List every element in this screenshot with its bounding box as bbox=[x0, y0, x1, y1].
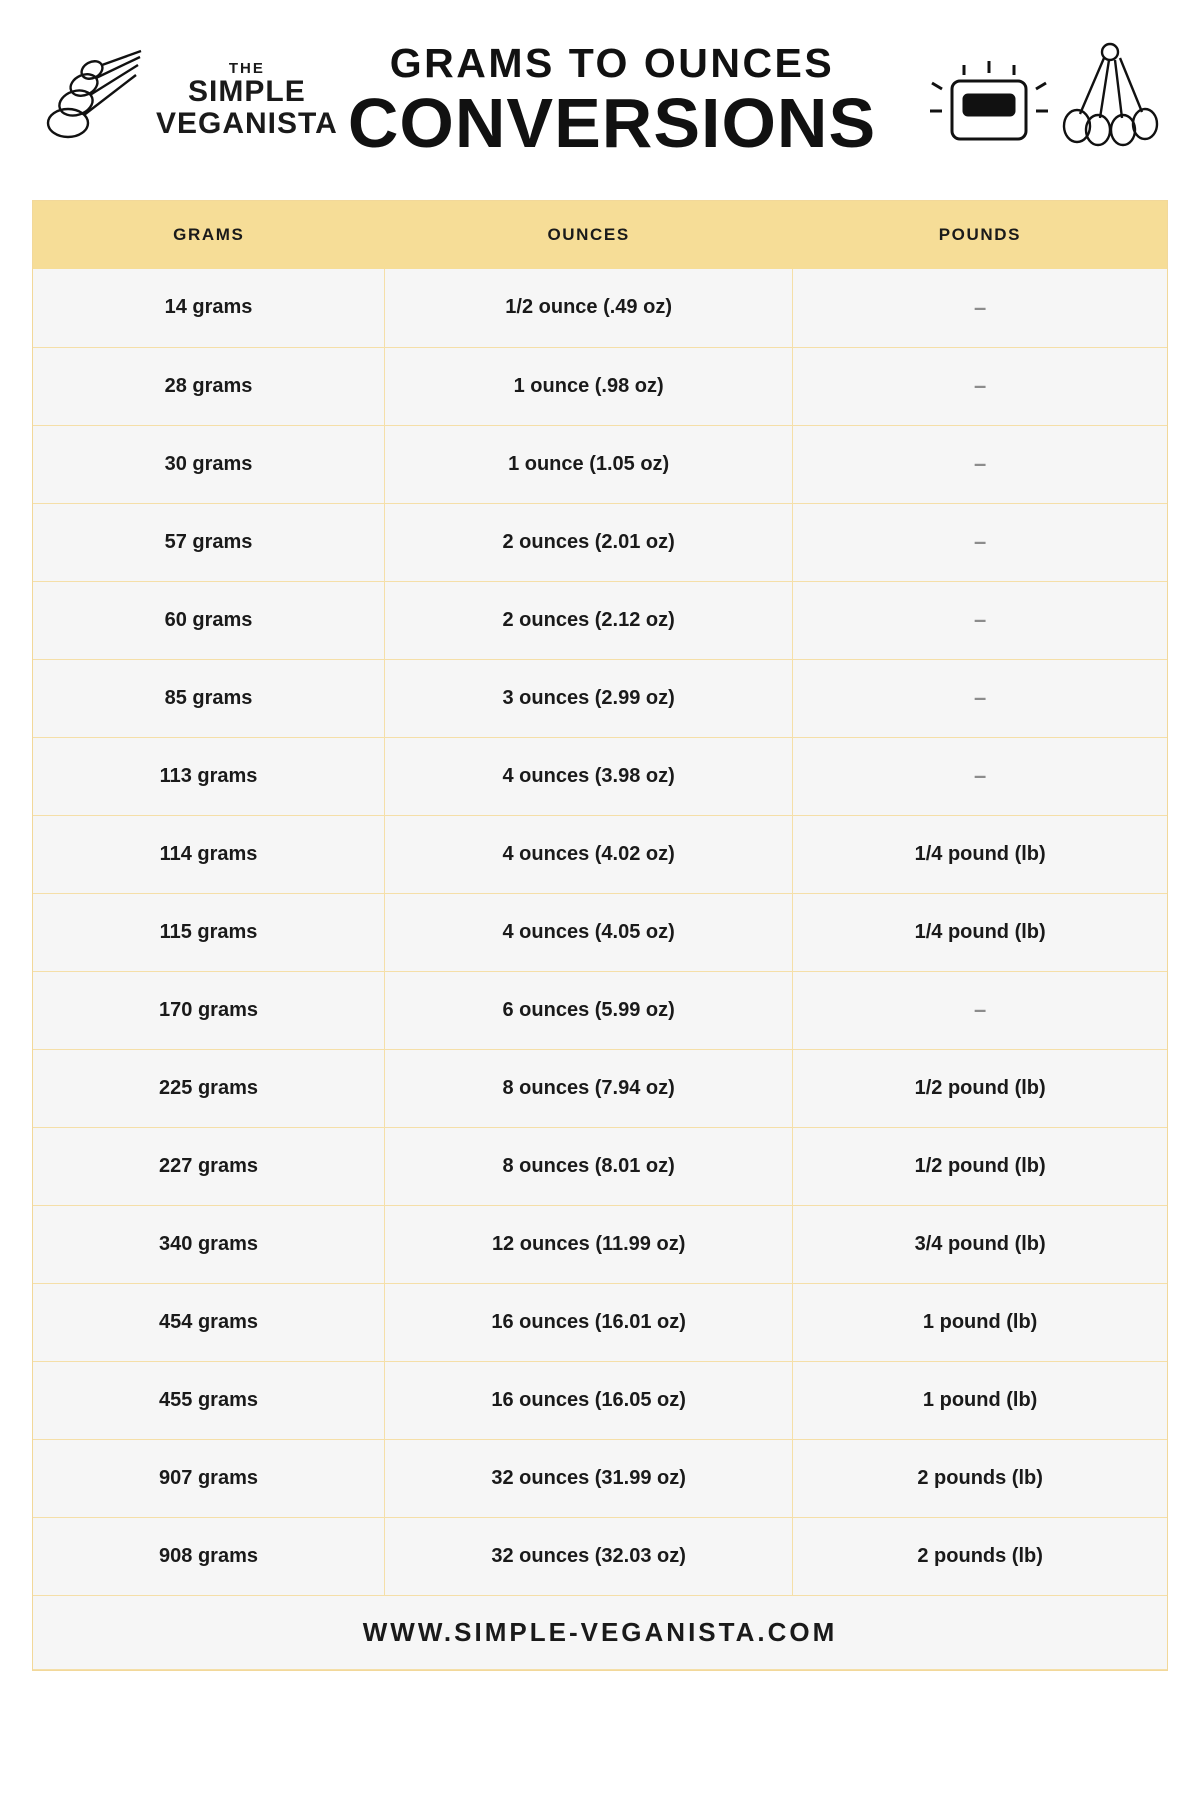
cell-grams: 114 grams bbox=[33, 815, 385, 893]
cell-grams: 170 grams bbox=[33, 971, 385, 1049]
cell-grams: 455 grams bbox=[33, 1361, 385, 1439]
table-row bbox=[33, 737, 1167, 815]
cell-pounds: – bbox=[793, 659, 1167, 737]
brand-veganista: VEGANISTA bbox=[156, 106, 338, 140]
cell-grams: 28 grams bbox=[33, 347, 385, 425]
cell-ounces: 4 ounces (4.05 oz) bbox=[385, 893, 793, 971]
cell-ounces: 4 ounces (4.02 oz) bbox=[385, 815, 793, 893]
header bbox=[0, 0, 1200, 200]
cell-ounces: 4 ounces (3.98 oz) bbox=[385, 737, 793, 815]
cell-grams: 908 grams bbox=[33, 1517, 385, 1595]
cell-ounces: 12 ounces (11.99 oz) bbox=[385, 1205, 793, 1283]
cell-ounces: 6 ounces (5.99 oz) bbox=[385, 971, 793, 1049]
cell-grams: 115 grams bbox=[33, 893, 385, 971]
cell-pounds: – bbox=[793, 581, 1167, 659]
cell-pounds: 1/4 pound (lb) bbox=[793, 815, 1167, 893]
conversion-table-wrapper bbox=[32, 200, 1168, 1671]
table-row bbox=[33, 659, 1167, 737]
table-row bbox=[33, 347, 1167, 425]
conversion-table bbox=[33, 201, 1167, 1670]
cell-pounds: – bbox=[793, 737, 1167, 815]
table-body bbox=[33, 269, 1167, 1669]
column-header-grams: GRAMS bbox=[33, 201, 385, 269]
cell-grams: 113 grams bbox=[33, 737, 385, 815]
cell-grams: 454 grams bbox=[33, 1283, 385, 1361]
cell-ounces: 8 ounces (8.01 oz) bbox=[385, 1127, 793, 1205]
measuring-spoons-icon bbox=[40, 45, 150, 155]
table-row bbox=[33, 1283, 1167, 1361]
brand-simple: SIMPLE bbox=[188, 75, 306, 109]
cell-pounds: 1/4 pound (lb) bbox=[793, 893, 1167, 971]
cell-ounces: 2 ounces (2.01 oz) bbox=[385, 503, 793, 581]
table-row bbox=[33, 269, 1167, 347]
kitchen-scale-icon bbox=[924, 45, 1054, 155]
column-header-ounces: OUNCES bbox=[385, 201, 793, 269]
cell-ounces: 8 ounces (7.94 oz) bbox=[385, 1049, 793, 1127]
column-header-pounds: POUNDS bbox=[793, 201, 1167, 269]
footer-row bbox=[33, 1595, 1167, 1669]
cell-grams: 57 grams bbox=[33, 503, 385, 581]
table-row bbox=[33, 815, 1167, 893]
cell-ounces: 1/2 ounce (.49 oz) bbox=[385, 269, 793, 347]
cell-ounces: 32 ounces (32.03 oz) bbox=[385, 1517, 793, 1595]
title-line-1: GRAMS TO OUNCES bbox=[389, 40, 835, 87]
table-row bbox=[33, 503, 1167, 581]
cell-grams: 907 grams bbox=[33, 1439, 385, 1517]
table-row bbox=[33, 1361, 1167, 1439]
cell-ounces: 2 ounces (2.12 oz) bbox=[385, 581, 793, 659]
cell-pounds: 2 pounds (lb) bbox=[793, 1517, 1167, 1595]
table-row bbox=[33, 1049, 1167, 1127]
cell-ounces: 16 ounces (16.01 oz) bbox=[385, 1283, 793, 1361]
table-header-row bbox=[33, 201, 1167, 269]
cell-grams: 85 grams bbox=[33, 659, 385, 737]
cell-grams: 227 grams bbox=[33, 1127, 385, 1205]
cell-ounces: 3 ounces (2.99 oz) bbox=[385, 659, 793, 737]
cell-ounces: 16 ounces (16.05 oz) bbox=[385, 1361, 793, 1439]
cell-pounds: 1 pound (lb) bbox=[793, 1283, 1167, 1361]
cell-ounces: 32 ounces (31.99 oz) bbox=[385, 1439, 793, 1517]
table-row bbox=[33, 425, 1167, 503]
brand-logo bbox=[40, 45, 338, 155]
table-row bbox=[33, 893, 1167, 971]
cell-pounds: – bbox=[793, 425, 1167, 503]
brand-the: THE bbox=[228, 59, 265, 77]
cell-pounds: 1/2 pound (lb) bbox=[793, 1049, 1167, 1127]
table-row bbox=[33, 1205, 1167, 1283]
cell-pounds: 3/4 pound (lb) bbox=[793, 1205, 1167, 1283]
cell-ounces: 1 ounce (.98 oz) bbox=[385, 347, 793, 425]
table-header bbox=[33, 201, 1167, 269]
table-row bbox=[33, 581, 1167, 659]
table-row bbox=[33, 1517, 1167, 1595]
cell-grams: 14 grams bbox=[33, 269, 385, 347]
cell-pounds: – bbox=[793, 347, 1167, 425]
cell-pounds: – bbox=[793, 503, 1167, 581]
website-url[interactable]: WWW.SIMPLE-VEGANISTA.COM bbox=[33, 1595, 1167, 1669]
cell-pounds: 2 pounds (lb) bbox=[793, 1439, 1167, 1517]
cell-grams: 225 grams bbox=[33, 1049, 385, 1127]
table-row bbox=[33, 1439, 1167, 1517]
title-line-2: CONVERSIONS bbox=[347, 83, 877, 162]
cell-pounds: – bbox=[793, 971, 1167, 1049]
cell-grams: 30 grams bbox=[33, 425, 385, 503]
cell-grams: 60 grams bbox=[33, 581, 385, 659]
cell-pounds: 1 pound (lb) bbox=[793, 1361, 1167, 1439]
cell-pounds: – bbox=[793, 269, 1167, 347]
cell-pounds: 1/2 pound (lb) bbox=[793, 1127, 1167, 1205]
cell-ounces: 1 ounce (1.05 oz) bbox=[385, 425, 793, 503]
table-row bbox=[33, 1127, 1167, 1205]
cell-grams: 340 grams bbox=[33, 1205, 385, 1283]
measuring-spoons-fan-icon bbox=[1060, 40, 1160, 160]
table-row bbox=[33, 971, 1167, 1049]
page-title bbox=[310, 40, 924, 162]
